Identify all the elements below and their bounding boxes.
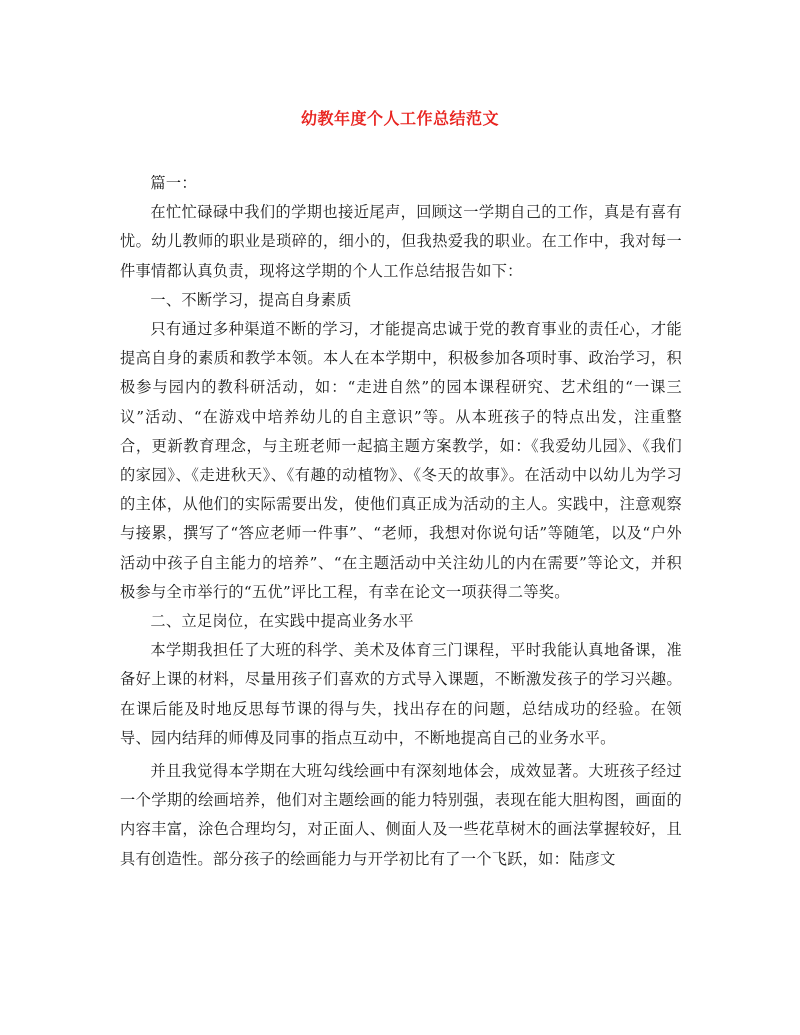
document-title: 幼教年度个人工作总结范文 bbox=[300, 109, 499, 128]
study-paragraph: 只有通过多种渠道不断的学习，才能提高忠诚于党的教育事业的责任心，才能提高自身的素质和教学本领。本人在本学期中，积极参加各项时事、政治学习，积极参与园内的教科研活动，如：“走进自然”的园本课程研究、艺术组的“一课三议”活动、“在游戏中培养幼儿的自主意识”等。从本班孩子的特点出发，注重整合，更新教育理念，与主班老师一起搞主题方案教学，如：《我爱幼儿园》、《我们的家园》、《走进秋天》、《有趣的动植物》、《冬天的故事》。在活动中以幼儿为学习的主体，从他们的实际需要出发，使他们真正成为活动的主人。实践中，注意观察与接累，撰写了“答应老师一件事”、“老师，我想对你说句话”等随笔，以及“户外活动中孩子自主能力的培养”、“在主题活动中关注幼儿的内在需要”等论文，并积极参与全市举行的“五优”评比工程，有幸在论文一项获得二等奖。 bbox=[120, 320, 682, 601]
intro-paragraph: 在忙忙碌碌中我们的学期也接近尾声，回顾这一学期自己的工作，真是有喜有忧。幼儿教师的职业是琐碎的，细小的，但我热爱我的职业。在工作中，我对每一件事情都认真负责，现将这学期的个人工作总结报告如下： bbox=[120, 203, 682, 280]
section-heading-2: 二、立足岗位，在实践中提高业务水平 bbox=[150, 612, 414, 631]
section-label-part-one: 篇一： bbox=[150, 174, 197, 192]
document-body bbox=[120, 169, 682, 874]
section-heading-1: 一、不断学习，提高自身素质 bbox=[150, 290, 352, 309]
teaching-paragraph: 本学期我担任了大班的科学、美术及体育三门课程，平时我能认真地备课，准备好上课的材料，尽量用孩子们喜欢的方式导入课题，不断激发孩子的学习兴趣。在课后能及时地反思每节课的得与失，找出存在的问题，总结成功的经验。在领导、园内结拜的师傅及同事的指点互动中，不断地提高自己的业务水平。 bbox=[120, 641, 682, 747]
drawing-paragraph: 并且我觉得本学期在大班勾线绘画中有深刻地体会，成效显著。大班孩子经过一个学期的绘画培养，他们对主题绘画的能力特别强，表现在能大胆构图，画面的内容丰富，涂色合理均匀，对正面人、侧面人及一些花草树木的画法掌握较好，且具有创造性。部分孩子的绘画能力与开学初比有了一个飞跃，如：陆彦文 bbox=[120, 762, 682, 868]
